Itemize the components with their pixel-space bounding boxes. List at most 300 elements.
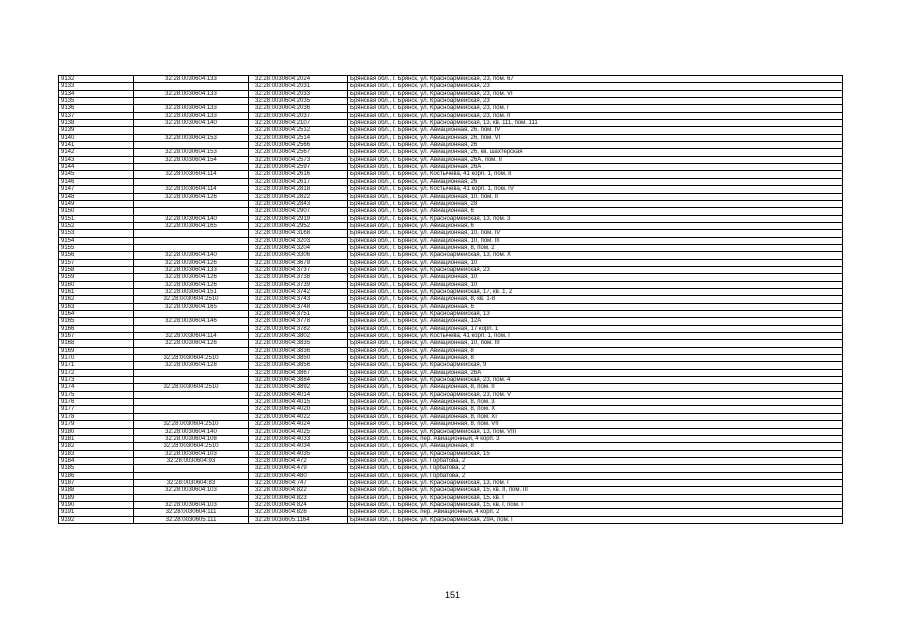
row-number-cell: 9190 bbox=[59, 501, 134, 508]
parcel-number-cell: 32:28:0030604:108 bbox=[134, 435, 249, 442]
row-number-cell: 9175 bbox=[59, 391, 134, 398]
address-cell: Брянская обл., г. Брянск, ул. Авиационная, 10 bbox=[348, 274, 843, 281]
address-cell: Брянская обл., г. Брянск, ул. Красноармейская, 15, кв. I, пом. I bbox=[348, 501, 843, 508]
parcel-number-cell: 32:28:0030605:111 bbox=[134, 516, 249, 523]
row-number-cell: 9143 bbox=[59, 156, 134, 163]
table-row bbox=[59, 472, 843, 479]
address-cell: Брянская обл., г. Брянск, ул. Красноармейская, 23, пом. I bbox=[348, 105, 843, 112]
parcel-number-cell: 32:28:0030604:126 bbox=[134, 193, 249, 200]
table-row bbox=[59, 465, 843, 472]
table-row bbox=[59, 355, 843, 362]
object-number-cell: 32:28:0030604:2037 bbox=[249, 112, 348, 119]
table-row bbox=[59, 274, 843, 281]
row-number-cell: 9149 bbox=[59, 200, 134, 207]
parcel-number-cell bbox=[134, 178, 249, 185]
address-cell: Брянская обл., г. Брянск, ул. Авиационная, 8, пом. II bbox=[348, 384, 843, 391]
parcel-number-cell bbox=[134, 208, 249, 215]
object-number-cell: 32:28:0030604:747 bbox=[249, 479, 348, 486]
address-cell: Брянская обл., г. Брянск, ул. Красноармейская, 13 bbox=[348, 311, 843, 318]
address-cell: Брянская обл., г. Брянск, ул. Авиационная, 8, пом. X bbox=[348, 406, 843, 413]
row-number-cell: 9174 bbox=[59, 384, 134, 391]
parcel-number-cell: 32:28:0030604:93 bbox=[134, 457, 249, 464]
parcel-number-cell bbox=[134, 98, 249, 105]
object-number-cell: 32:28:0030604:3856 bbox=[249, 362, 348, 369]
parcel-number-cell bbox=[134, 142, 249, 149]
row-number-cell: 9140 bbox=[59, 134, 134, 141]
row-number-cell: 9159 bbox=[59, 274, 134, 281]
parcel-number-cell: 32:28:0030604:114 bbox=[134, 333, 249, 340]
table-row bbox=[59, 237, 843, 244]
parcel-number-cell: 32:28:0030604:114 bbox=[134, 171, 249, 178]
address-cell: Брянская обл., г. Брянск, ул. Горбатова, 2 bbox=[348, 457, 843, 464]
address-cell: Брянская обл., г. Брянск, ул. Горбатова, 2 bbox=[348, 472, 843, 479]
address-cell: Брянская обл., г. Брянск, ул. Костычева, 41 корп. 1, пом. I bbox=[348, 333, 843, 340]
row-number-cell: 9169 bbox=[59, 347, 134, 354]
table-row bbox=[59, 428, 843, 435]
parcel-number-cell: 32:28:0030604:140 bbox=[134, 215, 249, 222]
row-number-cell: 9182 bbox=[59, 443, 134, 450]
row-number-cell: 9188 bbox=[59, 487, 134, 494]
table-row bbox=[59, 406, 843, 413]
row-number-cell: 9150 bbox=[59, 208, 134, 215]
table-row bbox=[59, 127, 843, 134]
row-number-cell: 9160 bbox=[59, 281, 134, 288]
parcel-number-cell: 32:28:0030604:2510 bbox=[134, 384, 249, 391]
address-cell: Брянская обл., г. Брянск, ул. Авиационная, 26А bbox=[348, 369, 843, 376]
address-cell: Брянская обл., г. Брянск, ул. Авиационная, 8 bbox=[348, 347, 843, 354]
row-number-cell: 9158 bbox=[59, 266, 134, 273]
table-row bbox=[59, 325, 843, 332]
table-row bbox=[59, 281, 843, 288]
table-row bbox=[59, 259, 843, 266]
table-row bbox=[59, 112, 843, 119]
address-cell: Брянская обл., г. Брянск, ул. Костычева, 41 корп. 1, пом. II bbox=[348, 171, 843, 178]
object-number-cell: 32:28:0030604:2919 bbox=[249, 215, 348, 222]
object-number-cell: 32:28:0030604:3782 bbox=[249, 325, 348, 332]
row-number-cell: 9152 bbox=[59, 222, 134, 229]
parcel-number-cell: 32:28:0030604:140 bbox=[134, 252, 249, 259]
address-cell: Брянская обл., г. Брянск, ул. Красноармейская, 23, пом. II bbox=[348, 112, 843, 119]
address-cell: Брянская обл., г. Брянск, ул. Красноармейская, 23 bbox=[348, 83, 843, 90]
object-number-cell: 32:28:0030604:823 bbox=[249, 494, 348, 501]
address-cell: Брянская обл., г. Брянск, ул. Красноармейская, 23, пом. V bbox=[348, 391, 843, 398]
parcel-number-cell bbox=[134, 83, 249, 90]
row-number-cell: 9186 bbox=[59, 472, 134, 479]
address-cell: Брянская обл., г. Брянск, пер. Авиационный, 4 корп. 3 bbox=[348, 435, 843, 442]
row-number-cell: 9147 bbox=[59, 186, 134, 193]
object-number-cell: 32:28:0030604:4025 bbox=[249, 428, 348, 435]
table-row bbox=[59, 149, 843, 156]
row-number-cell: 9133 bbox=[59, 83, 134, 90]
row-number-cell: 9148 bbox=[59, 193, 134, 200]
address-cell: Брянская обл., г. Брянск, ул. Авиационная, 10, пом. II bbox=[348, 193, 843, 200]
address-cell: Брянская обл., г. Брянск, ул. Костычева, 41 корп. 1, пом. IV bbox=[348, 186, 843, 193]
object-number-cell: 32:28:0030604:3836 bbox=[249, 347, 348, 354]
object-number-cell: 32:28:0030604:2616 bbox=[249, 171, 348, 178]
parcel-number-cell: 32:28:0030604:146 bbox=[134, 318, 249, 325]
parcel-number-cell: 32:28:0030604:140 bbox=[134, 428, 249, 435]
row-number-cell: 9185 bbox=[59, 465, 134, 472]
parcel-number-cell: 32:28:0030604:2510 bbox=[134, 421, 249, 428]
parcel-number-cell: 32:28:0030604:151 bbox=[134, 288, 249, 295]
row-number-cell: 9178 bbox=[59, 413, 134, 420]
object-number-cell: 32:28:0030604:2031 bbox=[249, 83, 348, 90]
row-number-cell: 9138 bbox=[59, 120, 134, 127]
object-number-cell: 32:28:0030604:3884 bbox=[249, 377, 348, 384]
address-cell: Брянская обл., г. Брянск, ул. Авиационная, 10 bbox=[348, 259, 843, 266]
row-number-cell: 9134 bbox=[59, 90, 134, 97]
parcel-number-cell: 32:28:0030604:133 bbox=[134, 112, 249, 119]
row-number-cell: 9183 bbox=[59, 450, 134, 457]
parcel-number-cell: 32:28:0030604:133 bbox=[134, 105, 249, 112]
object-number-cell: 32:28:0030604:3748 bbox=[249, 303, 348, 310]
table-row bbox=[59, 76, 843, 83]
table-row bbox=[59, 457, 843, 464]
address-cell: Брянская обл., г. Брянск, ул. Авиационная, 26 bbox=[348, 178, 843, 185]
parcel-number-cell: 32:28:0030604:126 bbox=[134, 274, 249, 281]
table-row bbox=[59, 164, 843, 171]
address-cell: Брянская обл., г. Брянск, ул. Авиационная, 10, пом. III bbox=[348, 340, 843, 347]
row-number-cell: 9168 bbox=[59, 340, 134, 347]
address-cell: Брянская обл., г. Брянск, ул. Красноармейская, 15, кв. I bbox=[348, 494, 843, 501]
row-number-cell: 9170 bbox=[59, 355, 134, 362]
address-cell: Брянская обл., г. Брянск, ул. Красноармейская, 23 bbox=[348, 266, 843, 273]
address-cell: Брянская обл., г. Брянск, ул. Авиационная, 10 bbox=[348, 281, 843, 288]
address-cell: Брянская обл., г. Брянск, ул. Авиационная, 12А bbox=[348, 318, 843, 325]
object-number-cell: 32:28:0030604:4035 bbox=[249, 450, 348, 457]
row-number-cell: 9176 bbox=[59, 399, 134, 406]
table-row bbox=[59, 443, 843, 450]
row-number-cell: 9141 bbox=[59, 142, 134, 149]
object-number-cell: 32:28:0030604:2617 bbox=[249, 178, 348, 185]
address-cell: Брянская обл., г. Брянск, ул. Авиационная, 26, пом. IV bbox=[348, 127, 843, 134]
object-number-cell: 32:28:0030604:826 bbox=[249, 509, 348, 516]
parcel-number-cell bbox=[134, 472, 249, 479]
table-row bbox=[59, 105, 843, 112]
table-row bbox=[59, 494, 843, 501]
parcel-number-cell: 32:28:0030604:126 bbox=[134, 340, 249, 347]
object-number-cell: 32:28:0030604:3168 bbox=[249, 230, 348, 237]
object-number-cell: 32:28:0030604:4015 bbox=[249, 399, 348, 406]
object-number-cell: 32:28:0030604:824 bbox=[249, 501, 348, 508]
object-number-cell: 32:28:0030604:2107 bbox=[249, 120, 348, 127]
row-number-cell: 9132 bbox=[59, 76, 134, 83]
parcel-number-cell bbox=[134, 200, 249, 207]
table-row bbox=[59, 83, 843, 90]
table-row bbox=[59, 384, 843, 391]
parcel-number-cell bbox=[134, 369, 249, 376]
row-number-cell: 9171 bbox=[59, 362, 134, 369]
object-number-cell: 32:28:0030604:480 bbox=[249, 472, 348, 479]
table-row bbox=[59, 311, 843, 318]
address-cell: Брянская обл., г. Брянск, ул. Красноармейская, 13, пом. I bbox=[348, 479, 843, 486]
table-row bbox=[59, 399, 843, 406]
address-cell: Брянская обл., г. Брянск, ул. Авиационная, 26, пом. VI bbox=[348, 134, 843, 141]
address-cell: Брянская обл., г. Брянск, ул. Красноармейская, 15, кв. II, пом. III bbox=[348, 487, 843, 494]
parcel-number-cell bbox=[134, 164, 249, 171]
row-number-cell: 9180 bbox=[59, 428, 134, 435]
row-number-cell: 9146 bbox=[59, 178, 134, 185]
parcel-number-cell bbox=[134, 127, 249, 134]
object-number-cell: 32:28:0030604:3751 bbox=[249, 311, 348, 318]
address-cell: Брянская обл., г. Брянск, ул. Авиационная, 6 bbox=[348, 303, 843, 310]
table-row bbox=[59, 252, 843, 259]
address-cell: Брянская обл., г. Брянск, ул. Авиационная, 8, кв. 1-8 bbox=[348, 296, 843, 303]
row-number-cell: 9162 bbox=[59, 296, 134, 303]
parcel-number-cell: 32:28:0030604:114 bbox=[134, 186, 249, 193]
object-number-cell: 32:28:0030604:4033 bbox=[249, 435, 348, 442]
table-row bbox=[59, 156, 843, 163]
parcel-number-cell bbox=[134, 399, 249, 406]
object-number-cell: 32:28:0030604:3835 bbox=[249, 340, 348, 347]
row-number-cell: 9181 bbox=[59, 435, 134, 442]
table-row bbox=[59, 347, 843, 354]
object-number-cell: 32:28:0030604:2907 bbox=[249, 208, 348, 215]
row-number-cell: 9163 bbox=[59, 303, 134, 310]
table-row bbox=[59, 303, 843, 310]
row-number-cell: 9165 bbox=[59, 318, 134, 325]
object-number-cell: 32:28:0030604:2818 bbox=[249, 186, 348, 193]
table-row bbox=[59, 186, 843, 193]
table-row bbox=[59, 487, 843, 494]
address-cell: Брянская обл., г. Брянск, ул. Красноармейская, 29А, пом. I bbox=[348, 516, 843, 523]
object-number-cell: 32:28:0030604:2843 bbox=[249, 200, 348, 207]
row-number-cell: 9187 bbox=[59, 479, 134, 486]
parcel-number-cell: 32:28:0030604:103 bbox=[134, 501, 249, 508]
object-number-cell: 32:28:0030604:2035 bbox=[249, 98, 348, 105]
table-row bbox=[59, 450, 843, 457]
table-row bbox=[59, 266, 843, 273]
table-row bbox=[59, 244, 843, 251]
parcel-number-cell: 32:28:0030604:153 bbox=[134, 149, 249, 156]
parcel-number-cell bbox=[134, 230, 249, 237]
parcel-number-cell: 32:28:0030604:165 bbox=[134, 222, 249, 229]
row-number-cell: 9191 bbox=[59, 509, 134, 516]
address-cell: Брянская обл., г. Брянск, ул. Красноармейская, 17, кв. 1, 2 bbox=[348, 288, 843, 295]
parcel-number-cell: 32:28:0030604:133 bbox=[134, 76, 249, 83]
parcel-number-cell: 32:28:0030604:126 bbox=[134, 281, 249, 288]
parcel-number-cell: 32:28:0030604:128 bbox=[134, 362, 249, 369]
parcel-number-cell bbox=[134, 311, 249, 318]
parcel-number-cell: 32:28:0030604:2510 bbox=[134, 443, 249, 450]
table-row bbox=[59, 501, 843, 508]
row-number-cell: 9161 bbox=[59, 288, 134, 295]
table-row bbox=[59, 208, 843, 215]
row-number-cell: 9184 bbox=[59, 457, 134, 464]
address-cell: Брянская обл., г. Брянск, ул. Авиационная, 26, кв. шахтерская bbox=[348, 149, 843, 156]
object-number-cell: 32:28:0030604:2512 bbox=[249, 127, 348, 134]
object-number-cell: 32:28:0030604:2033 bbox=[249, 90, 348, 97]
table-row bbox=[59, 318, 843, 325]
table-row bbox=[59, 340, 843, 347]
row-number-cell: 9135 bbox=[59, 98, 134, 105]
row-number-cell: 9145 bbox=[59, 171, 134, 178]
object-number-cell: 32:28:0030604:3204 bbox=[249, 244, 348, 251]
object-number-cell: 32:28:0030604:2822 bbox=[249, 193, 348, 200]
table-row bbox=[59, 369, 843, 376]
object-number-cell: 32:28:0030604:3738 bbox=[249, 274, 348, 281]
address-cell: Брянская обл., г. Брянск, ул. Авиационная, 8, пом. 3 bbox=[348, 399, 843, 406]
table-row bbox=[59, 193, 843, 200]
object-number-cell: 32:28:0030604:4020 bbox=[249, 406, 348, 413]
table-row bbox=[59, 413, 843, 420]
object-number-cell: 32:28:0030604:2573 bbox=[249, 156, 348, 163]
row-number-cell: 9155 bbox=[59, 244, 134, 251]
table-row bbox=[59, 178, 843, 185]
row-number-cell: 9192 bbox=[59, 516, 134, 523]
row-number-cell: 9167 bbox=[59, 333, 134, 340]
parcel-number-cell: 32:28:0030604:83 bbox=[134, 479, 249, 486]
parcel-number-cell bbox=[134, 237, 249, 244]
parcel-number-cell: 32:28:0030604:133 bbox=[134, 90, 249, 97]
address-cell: Брянская обл., г. Брянск, ул. Авиационная, 10, пом. III bbox=[348, 237, 843, 244]
parcel-number-cell: 32:28:0030604:153 bbox=[134, 134, 249, 141]
object-number-cell: 32:28:0030604:3203 bbox=[249, 237, 348, 244]
table-row bbox=[59, 333, 843, 340]
object-number-cell: 32:28:0030604:2567 bbox=[249, 149, 348, 156]
object-number-cell: 32:28:0030604:479 bbox=[249, 465, 348, 472]
table-row bbox=[59, 288, 843, 295]
table-row bbox=[59, 296, 843, 303]
parcel-number-cell bbox=[134, 325, 249, 332]
parcel-number-cell bbox=[134, 244, 249, 251]
parcel-number-cell: 32:28:0030604:126 bbox=[134, 259, 249, 266]
row-number-cell: 9177 bbox=[59, 406, 134, 413]
address-cell: Брянская обл., г. Брянск, ул. Авиационная, 26А bbox=[348, 164, 843, 171]
row-number-cell: 9179 bbox=[59, 421, 134, 428]
table-row bbox=[59, 377, 843, 384]
row-number-cell: 9142 bbox=[59, 149, 134, 156]
object-number-cell: 32:28:0030604:3737 bbox=[249, 266, 348, 273]
object-number-cell: 32:28:0030604:3802 bbox=[249, 333, 348, 340]
row-number-cell: 9151 bbox=[59, 215, 134, 222]
address-cell: Брянская обл., г. Брянск, ул. Красноармейская, 13, пом. 3 bbox=[348, 215, 843, 222]
row-number-cell: 9189 bbox=[59, 494, 134, 501]
table-row bbox=[59, 362, 843, 369]
row-number-cell: 9172 bbox=[59, 369, 134, 376]
table-row bbox=[59, 98, 843, 105]
table-row bbox=[59, 200, 843, 207]
table-row bbox=[59, 215, 843, 222]
row-number-cell: 9164 bbox=[59, 311, 134, 318]
table-row bbox=[59, 435, 843, 442]
table-row bbox=[59, 421, 843, 428]
object-number-cell: 32:28:0030604:3867 bbox=[249, 369, 348, 376]
address-cell: Брянская обл., г. Брянск, ул. Красноармейская, 23, пом. 4 bbox=[348, 377, 843, 384]
parcel-number-cell: 32:28:0030604:103 bbox=[134, 487, 249, 494]
parcel-number-cell: 32:28:0030604:2510 bbox=[134, 355, 249, 362]
object-number-cell: 32:28:0030604:3306 bbox=[249, 252, 348, 259]
object-number-cell: 32:28:0030604:3850 bbox=[249, 355, 348, 362]
address-cell: Брянская обл., г. Брянск, ул. Красноармейская, 13, пом. X bbox=[348, 252, 843, 259]
address-cell: Брянская обл., г. Брянск, ул. Красноармейская, 9 bbox=[348, 362, 843, 369]
address-cell: Брянская обл., г. Брянск, ул. Авиационная, 10, пом. IV bbox=[348, 230, 843, 237]
address-cell: Брянская обл., г. Брянск, ул. Красноармейская, 23, пом. 67 bbox=[348, 76, 843, 83]
table-row bbox=[59, 391, 843, 398]
parcel-number-cell bbox=[134, 347, 249, 354]
address-cell: Брянская обл., г. Брянск, ул. Красноармейская, 23 bbox=[348, 98, 843, 105]
address-cell: Брянская обл., г. Брянск, ул. Авиационная, 8 bbox=[348, 355, 843, 362]
parcel-number-cell bbox=[134, 494, 249, 501]
table-row bbox=[59, 509, 843, 516]
object-number-cell: 32:28:0030604:4022 bbox=[249, 413, 348, 420]
table-row bbox=[59, 479, 843, 486]
object-number-cell: 32:28:0030604:3742 bbox=[249, 288, 348, 295]
object-number-cell: 32:28:0030604:3739 bbox=[249, 281, 348, 288]
object-number-cell: 32:28:0030604:4024 bbox=[249, 421, 348, 428]
address-cell: Брянская обл., г. Брянск, пер. Авиационный, 4 корп. 2 bbox=[348, 509, 843, 516]
object-number-cell: 32:28:0030604:822 bbox=[249, 487, 348, 494]
parcel-number-cell: 32:28:0030604:111 bbox=[134, 509, 249, 516]
table-row bbox=[59, 120, 843, 127]
object-number-cell: 32:28:0030604:3778 bbox=[249, 318, 348, 325]
object-number-cell: 32:28:0030604:2952 bbox=[249, 222, 348, 229]
object-number-cell: 32:28:0030604:4014 bbox=[249, 391, 348, 398]
row-number-cell: 9157 bbox=[59, 259, 134, 266]
object-number-cell: 32:28:0030605:1164 bbox=[249, 516, 348, 523]
row-number-cell: 9136 bbox=[59, 105, 134, 112]
row-number-cell: 9137 bbox=[59, 112, 134, 119]
registry-table-body bbox=[59, 76, 843, 524]
object-number-cell: 32:28:0030604:3743 bbox=[249, 296, 348, 303]
parcel-number-cell: 32:28:0030604:165 bbox=[134, 303, 249, 310]
object-number-cell: 32:28:0030604:2036 bbox=[249, 105, 348, 112]
table-row bbox=[59, 134, 843, 141]
row-number-cell: 9173 bbox=[59, 377, 134, 384]
object-number-cell: 32:28:0030604:4034 bbox=[249, 443, 348, 450]
table-row bbox=[59, 230, 843, 237]
row-number-cell: 9153 bbox=[59, 230, 134, 237]
parcel-number-cell bbox=[134, 413, 249, 420]
parcel-number-cell bbox=[134, 406, 249, 413]
address-cell: Брянская обл., г. Брянск, ул. Авиационная, 26А, пом. II bbox=[348, 156, 843, 163]
address-cell: Брянская обл., г. Брянск, ул. Авиационная, 6 bbox=[348, 208, 843, 215]
table-row bbox=[59, 142, 843, 149]
row-number-cell: 9156 bbox=[59, 252, 134, 259]
object-number-cell: 32:28:0030604:3892 bbox=[249, 384, 348, 391]
address-cell: Брянская обл., г. Брянск, ул. Красноармейская, 13, кв. 111, пом. 111 bbox=[348, 120, 843, 127]
parcel-number-cell bbox=[134, 465, 249, 472]
row-number-cell: 9139 bbox=[59, 127, 134, 134]
address-cell: Брянская обл., г. Брянск, ул. Авиационная, 26 bbox=[348, 142, 843, 149]
table-row bbox=[59, 516, 843, 523]
parcel-number-cell: 32:28:0030604:103 bbox=[134, 450, 249, 457]
address-cell: Брянская обл., г. Брянск, ул. Авиационная, 28 bbox=[348, 200, 843, 207]
parcel-number-cell bbox=[134, 377, 249, 384]
address-cell: Брянская обл., г. Брянск, ул. Авиационная, 8 bbox=[348, 443, 843, 450]
row-number-cell: 9166 bbox=[59, 325, 134, 332]
object-number-cell: 32:28:0030604:3678 bbox=[249, 259, 348, 266]
object-number-cell: 32:28:0030604:2597 bbox=[249, 164, 348, 171]
address-cell: Брянская обл., г. Брянск, ул. Красноармейская, 13, пом. VIII bbox=[348, 428, 843, 435]
address-cell: Брянская обл., г. Брянск, ул. Красноармейская, 23, пом. VI bbox=[348, 90, 843, 97]
row-number-cell: 9154 bbox=[59, 237, 134, 244]
table-row bbox=[59, 222, 843, 229]
address-cell: Брянская обл., г. Брянск, ул. Красноармейская, 15 bbox=[348, 450, 843, 457]
registry-table bbox=[58, 75, 843, 524]
parcel-number-cell: 32:28:0030604:2510 bbox=[134, 296, 249, 303]
address-cell: Брянская обл., г. Брянск, ул. Горбатова, 2 bbox=[348, 465, 843, 472]
parcel-number-cell bbox=[134, 391, 249, 398]
object-number-cell: 32:28:0030604:2514 bbox=[249, 134, 348, 141]
row-number-cell: 9144 bbox=[59, 164, 134, 171]
object-number-cell: 32:28:0030604:2024 bbox=[249, 76, 348, 83]
address-cell: Брянская обл., г. Брянск, ул. Авиационная, 17 корп. 1 bbox=[348, 325, 843, 332]
object-number-cell: 32:28:0030604:2566 bbox=[249, 142, 348, 149]
parcel-number-cell: 32:28:0030604:133 bbox=[134, 266, 249, 273]
parcel-number-cell: 32:28:0030604:140 bbox=[134, 120, 249, 127]
address-cell: Брянская обл., г. Брянск, ул. Авиационная, 8, пом. 2 bbox=[348, 244, 843, 251]
